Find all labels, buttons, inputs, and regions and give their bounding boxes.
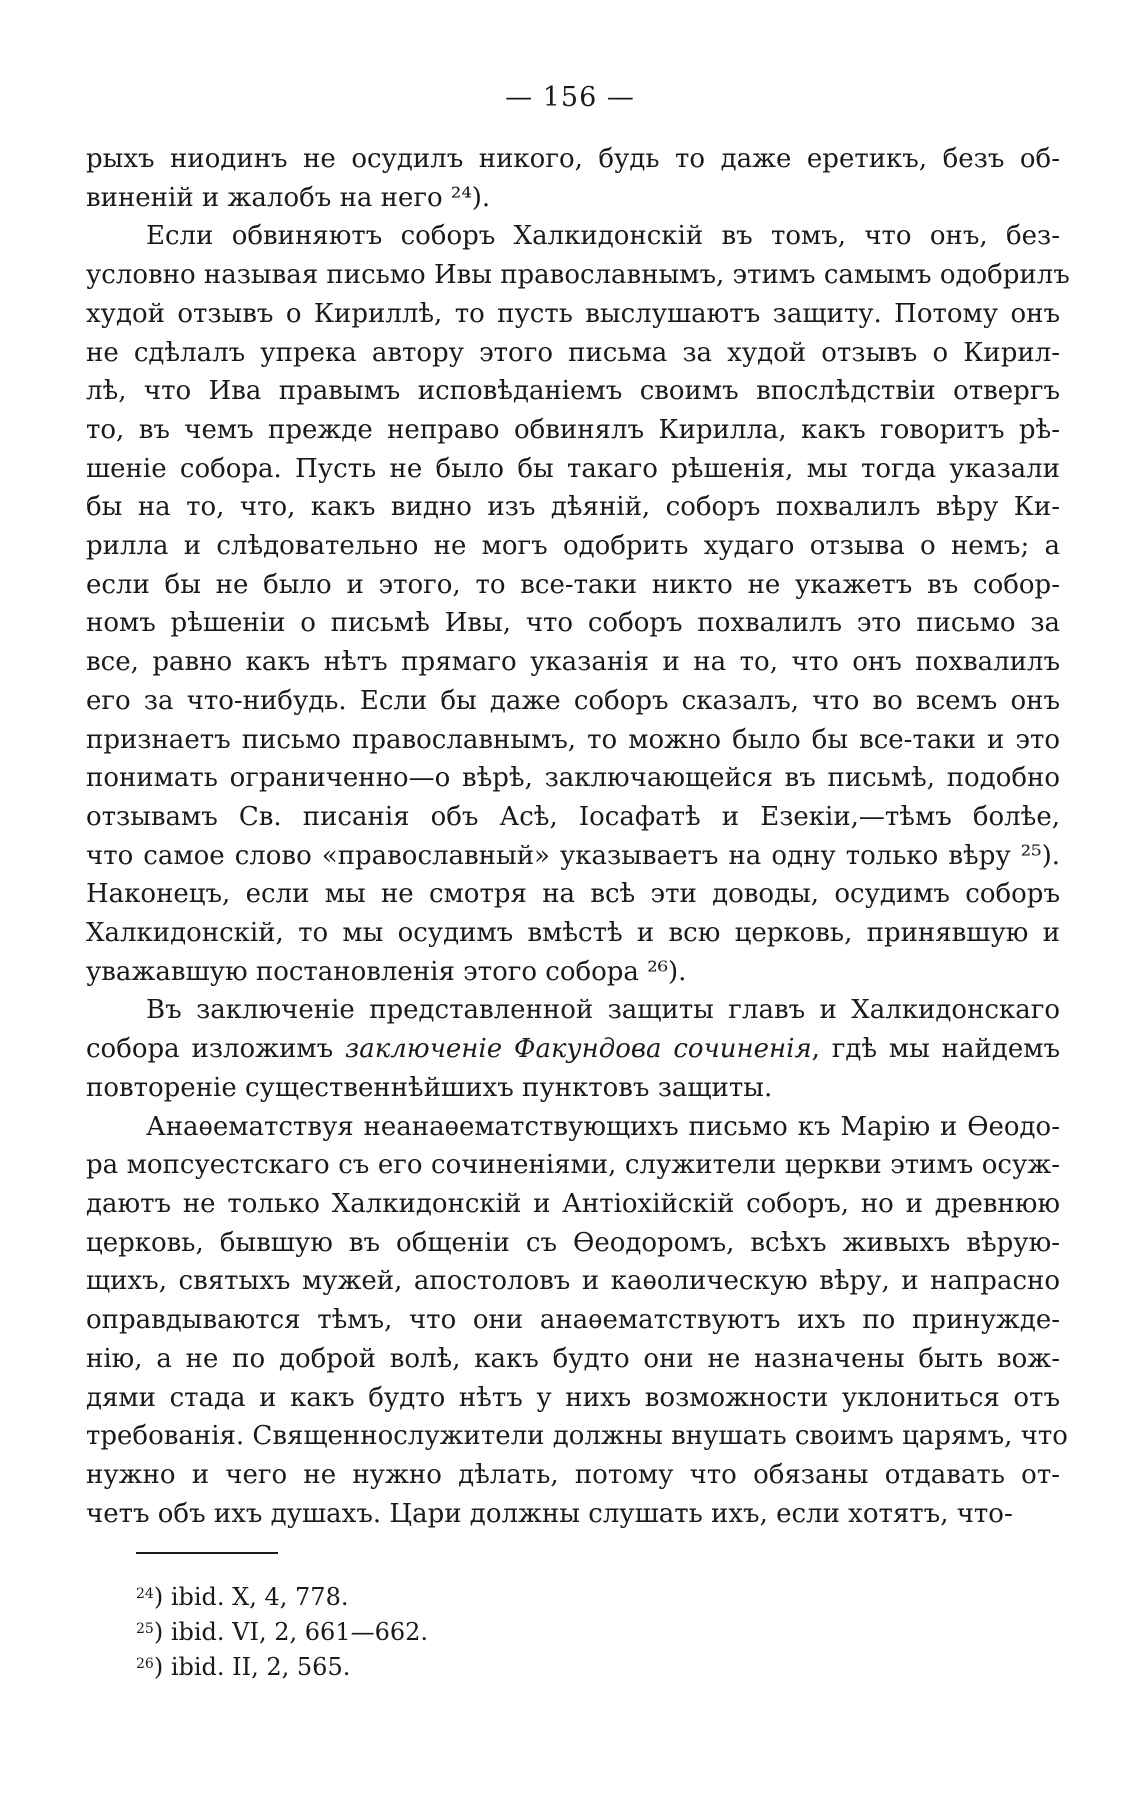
text-line: четъ объ ихъ душахъ. Цари должны слушать ихъ, если хотятъ, что- [86,1498,1013,1529]
text-line: понимать ограниченно—о вѣрѣ, заключающейся въ письмѣ, подобно [86,763,1060,794]
text-line: лѣ, что Ива правымъ исповѣданіемъ своимъ впослѣдствіи отвергъ [86,376,1060,407]
footnotes [136,1580,836,1685]
text-line: Анаѳематствуя неанаѳематствующихъ письмо къ Марію и Ѳеодо- [146,1111,1060,1142]
paragraph [86,991,1060,1107]
text-line: условно называя письмо Ивы православнымъ, этимъ самымъ одобрилъ [86,260,1070,291]
text-line: требованія. Священнослужители должны внушать своимъ царямъ, что [86,1421,1068,1452]
text-line: ра мопсуестскаго съ его сочиненіями, служители церкви этимъ осуж- [86,1150,1060,1181]
text-line: собора изложимъ заключеніе Факундова сочиненія, гдѣ мы найдемъ [86,1034,1060,1065]
text-line: нужно и чего не нужно дѣлать, потому что обязаны отдавать от- [86,1459,1060,1490]
text-line: повтореніе существеннѣйшихъ пунктовъ защиты. [86,1072,773,1103]
text-line: церковь, бывшую въ общеніи съ Ѳеодоромъ, всѣхъ живыхъ вѣрую- [86,1227,1060,1258]
text-line: оправдываются тѣмъ, что они анаѳематствуютъ ихъ по принужде- [86,1305,1060,1336]
text-line: его за что-нибудь. Если бы даже соборъ сказалъ, что во всемъ онъ [86,685,1060,716]
page-number: — 156 — [505,82,635,113]
footnote-text: ) ibid. VI, 2, 661—662. [153,1618,428,1646]
footnote [136,1580,836,1615]
footnote [136,1650,836,1685]
footnote-mark: 25 [136,1621,154,1637]
text-line: рилла и слѣдовательно не могъ одобрить худаго отзыва о немъ; а [86,531,1060,562]
text-line: Наконецъ, если мы не смотря на всѣ эти доводы, осудимъ соборъ [86,879,1060,910]
body-text [86,140,1070,1533]
paragraph [86,1108,1068,1534]
footnote-mark: 24 [136,1586,154,1602]
text-line: рыхъ ниодинъ не осудилъ никого, будь то даже еретикъ, безъ об- [86,144,1060,174]
text-line: дями стада и какъ будто нѣтъ у нихъ возможности уклониться отъ [86,1382,1060,1413]
footnote-text: ) ibid. II, 2, 565. [153,1653,351,1681]
paragraph [86,217,1070,991]
text-line: отзывамъ Св. писанія объ Асѣ, Іосафатѣ и Езекіи,—тѣмъ болѣе, [86,801,1060,832]
text-line: щихъ, святыхъ мужей, апостоловъ и каѳолическую вѣру, и напрасно [86,1266,1060,1297]
footnote-text: ) ibid. X, 4, 778. [153,1583,349,1611]
text-line: нію, а не по доброй волѣ, какъ будто они не назначены быть вож- [86,1343,1060,1374]
text-line: что самое слово «православный» указываетъ на одну только вѣру ²⁵). [86,840,1060,871]
text-line: если бы не было и этого, то все-таки никто не укажетъ въ собор- [86,569,1060,600]
text-line: все, равно какъ нѣтъ прямаго указанія и на то, что онъ похвалилъ [86,647,1060,678]
text-line: Въ заключеніе представленной защиты главъ и Халкидонскаго [146,995,1060,1026]
text-line: даютъ не только Халкидонскій и Антіохійскій соборъ, но и древнюю [86,1188,1060,1219]
text-line: худой отзывъ о Кириллѣ, то пусть выслушаютъ защиту. Потому онъ [86,298,1060,329]
text-line: Халкидонскій, то мы осудимъ вмѣстѣ и всю церковь, принявшую и [86,918,1060,949]
text-line: шеніе собора. Пусть не было бы такаго рѣшенія, мы тогда указали [86,453,1060,484]
paragraph [86,140,1060,217]
footnote-mark: 26 [136,1656,154,1672]
text-line: виненій и жалобъ на него ²⁴). [86,182,491,213]
text-line: то, въ чемъ прежде неправо обвинялъ Кирилла, какъ говоритъ рѣ- [86,414,1060,445]
text-line: признаетъ письмо православнымъ, то можно было бы все-таки и это [86,724,1060,755]
footnote [136,1615,836,1650]
footnote-divider [136,1552,278,1554]
text-line: уважавшую постановленія этого собора ²⁶). [86,956,687,987]
text-line: Если обвиняютъ соборъ Халкидонскій въ томъ, что онъ, без- [146,221,1060,252]
text-line: не сдѣлалъ упрека автору этого письма за худой отзывъ о Кирил- [86,337,1060,368]
text-line: номъ рѣшеніи о письмѣ Ивы, что соборъ похвалилъ это письмо за [86,608,1060,639]
text-line: бы на то, что, какъ видно изъ дѣяній, соборъ похвалилъ вѣру Ки- [86,492,1060,523]
